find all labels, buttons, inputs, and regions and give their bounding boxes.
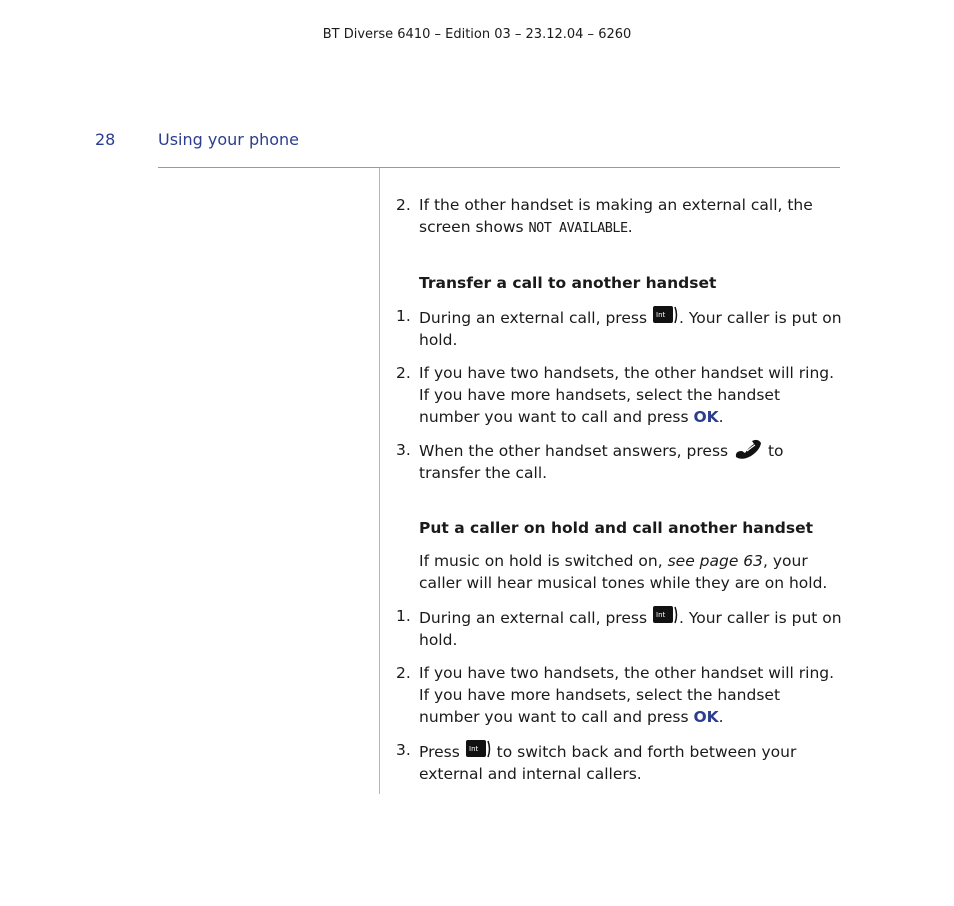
hold-intro: If music on hold is switched on, see page 63, your caller will hear musical tones while they are on hold. xyxy=(419,552,828,592)
step-number: 3. xyxy=(396,741,411,759)
hold-step-2: 2. If you have two handsets, the other handset will ring. If you have more handsets, select the handset number you want to call and press OK. xyxy=(396,664,835,726)
int-key-label: Int xyxy=(655,311,666,319)
transfer-step-2: 2. If you have two handsets, the other handset will ring. If you have more handsets, select the handset number you want to call and press OK. xyxy=(396,364,835,426)
hold-heading: Put a caller on hold and call another handset xyxy=(419,519,814,537)
ok-key-label: OK xyxy=(693,708,719,726)
header-rule xyxy=(158,167,840,168)
int-key-label: Int xyxy=(468,745,478,753)
column-divider xyxy=(379,168,380,794)
int-key-icon xyxy=(465,739,492,759)
int-key-icon xyxy=(652,605,679,625)
step-number: 1. xyxy=(396,607,411,625)
hold-step-1: 1. During an external call, press Int . Your caller is put on hold. xyxy=(396,607,842,649)
transfer-heading: Transfer a call to another handset xyxy=(419,274,717,292)
step-number: 3. xyxy=(396,441,411,459)
step-number: 2. xyxy=(396,364,411,382)
page-number: 28 xyxy=(95,130,116,149)
page-reference: see page 63 xyxy=(667,552,764,570)
main-content xyxy=(396,194,842,785)
intro-step: 2. If the other handset is making an external call, the screen shows NOT AVAILABLE. xyxy=(396,196,813,236)
talk-key-icon xyxy=(733,439,763,461)
document-id: BT Diverse 6410 – Edition 03 – 23.12.04 – 6260 xyxy=(322,27,632,42)
hold-step-3: 3. Press Int to switch back and forth between your external and internal callers. xyxy=(396,741,797,783)
ok-key-label: OK xyxy=(693,408,719,426)
step-number: 1. xyxy=(396,307,411,325)
lcd-message: NOT AVAILABLE xyxy=(528,220,628,236)
step-number: 2. xyxy=(396,664,411,682)
transfer-step-3: 3. When the other handset answers, press to transfer the call. xyxy=(396,441,784,482)
step-number: 2. xyxy=(396,196,411,214)
int-key-label: Int xyxy=(655,611,666,619)
int-key-icon xyxy=(652,305,679,325)
section-title: Using your phone xyxy=(158,130,300,149)
transfer-step-1: 1. During an external call, press Int . Your caller is put on hold. xyxy=(396,307,842,349)
